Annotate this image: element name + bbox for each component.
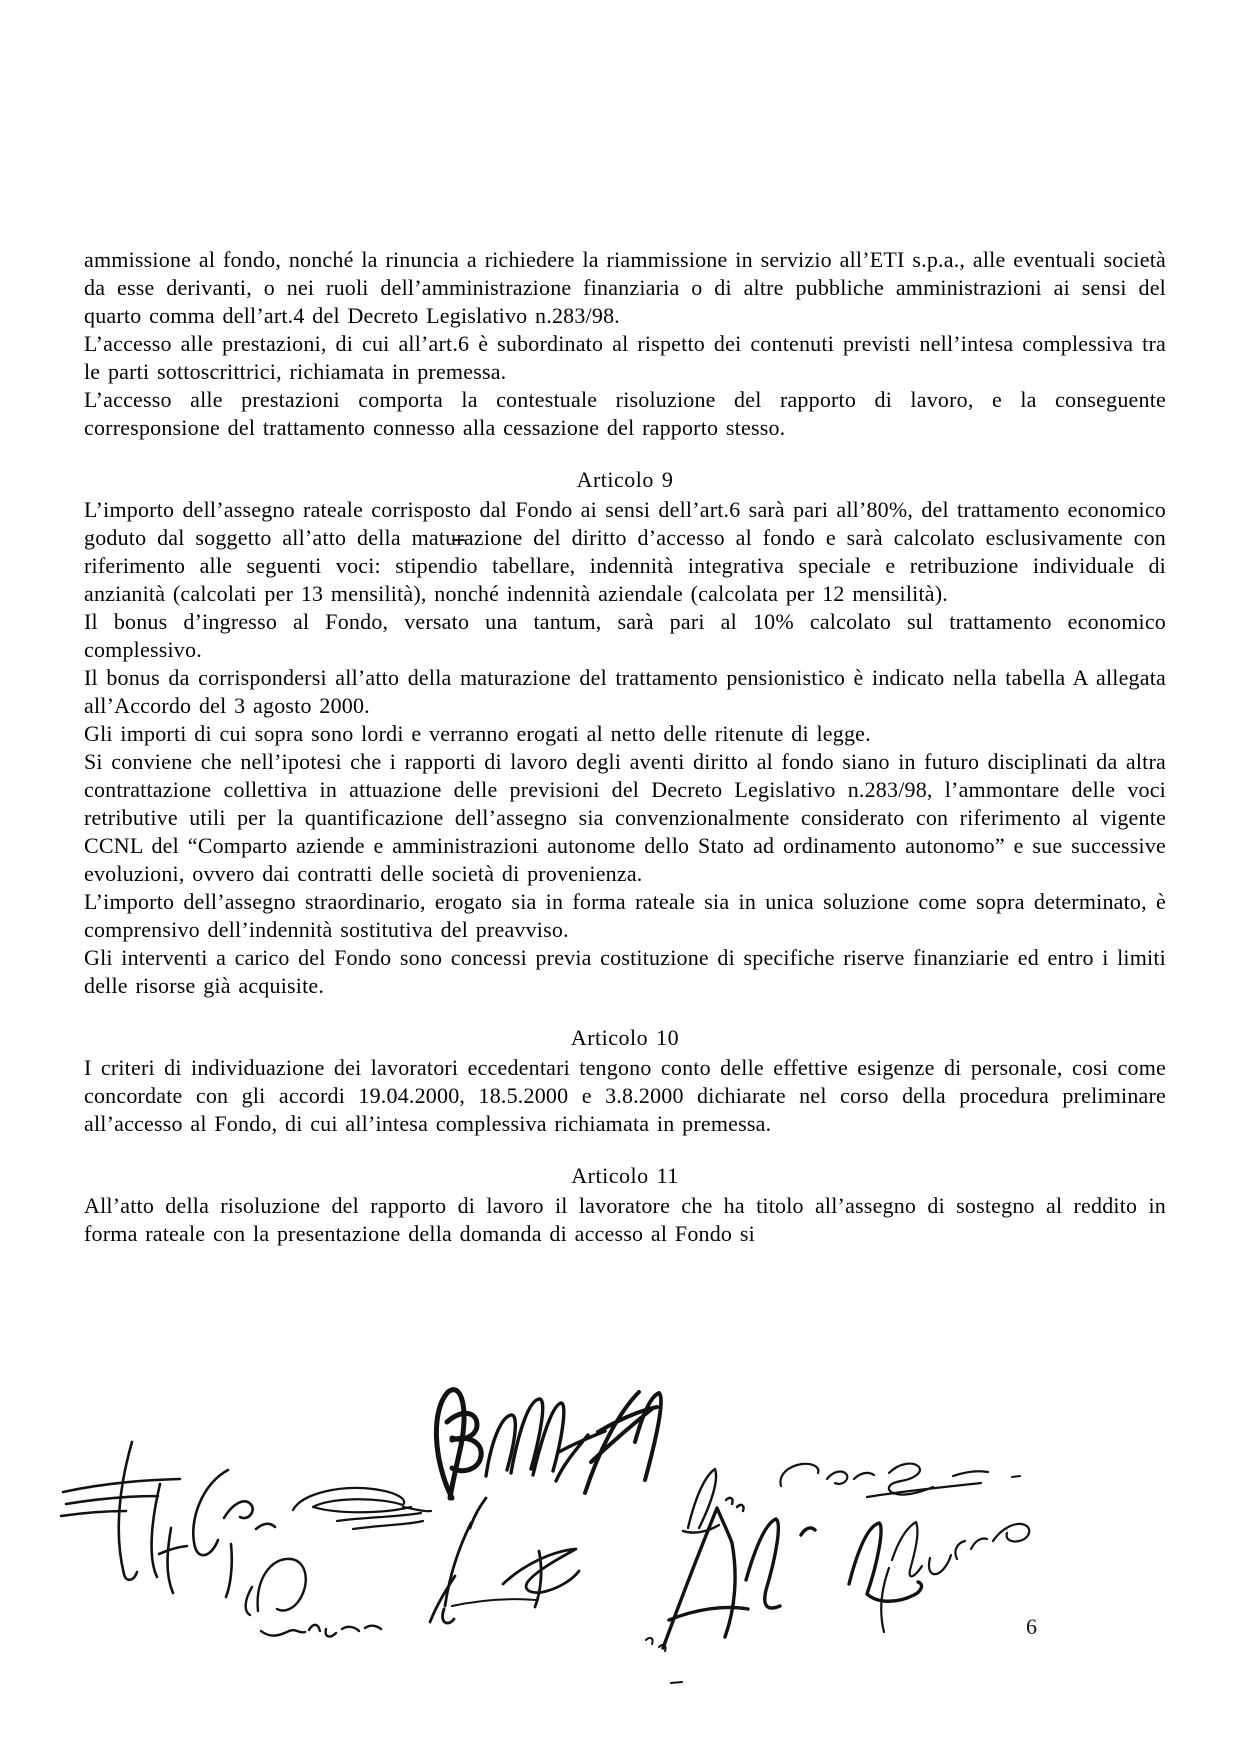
signature-scrawl-5b — [486, 1399, 605, 1481]
heading-articolo-10: Articolo 10 — [570, 1025, 680, 1050]
signature-stray-marks — [452, 1476, 1020, 1683]
heading-articolo-9: Articolo 9 — [576, 467, 674, 492]
signature-scrawl-5 — [436, 1390, 481, 1498]
page-number: 6 — [1026, 1614, 1037, 1639]
signature-scrawl-7 — [503, 1549, 579, 1607]
paragraph-bonus-corrispondersi: Il bonus da corrispondersi all’atto della maturazione del trattamento pensionistico è indicato nella tabella A allegata all’Accordo del 3 agosto 2000. — [84, 665, 1166, 718]
paragraph-interventi-fondo: Gli interventi a carico del Fondo sono concessi previa costituzione di specifiche riserve finanziarie ed entro i limiti delle risorse già acquisite. — [84, 945, 1166, 998]
paragraph-assegno-straordinario: L’importo dell’assegno straordinario, erogato sia in forma rateale sia in unica soluzione come sopra determinato, è comprensivo dell’indennità sostitutiva del preavviso. — [84, 889, 1166, 942]
signature-scrawl-3 — [293, 1488, 431, 1529]
signature-scrawl-6 — [430, 1498, 486, 1623]
signature-scrawl-11 — [663, 1508, 921, 1648]
signatures-area — [0, 1380, 1248, 1754]
paragraph-atto-risoluzione: All’atto della risoluzione del rapporto di lavoro il lavoratore che ha titolo all’assegno di sostegno al reddito in forma rateale con la presentazione della domanda di accesso al Fondo si — [84, 1193, 1166, 1246]
paragraph-bonus-ingresso: Il bonus d’ingresso al Fondo, versato una tantum, sarà pari al 10% calcolato sul trattamento economico complessivo. — [84, 609, 1166, 662]
signature-scrawl-4 — [246, 1559, 381, 1637]
document-body — [84, 246, 1166, 1248]
heading-articolo-11: Articolo 11 — [571, 1163, 679, 1188]
signature-scrawl-8 — [585, 1392, 661, 1493]
signature-scrawl-9 — [683, 1469, 744, 1533]
signature-scrawl-10 — [780, 1464, 988, 1497]
paragraph-si-conviene: Si conviene che nell’ipotesi che i rapporti di lavoro degli aventi diritto al fondo siano in futuro disciplinati da altra contrattazione collettiva in attuazione delle previsioni del Decreto Legislativo n.283/98, l’ammontare delle voci retributive utili per la quantificazione dell’assegno sia convenzionalmente considerato con riferimento al vigente CCNL del “Comparto aziende e amministrazioni autonome dello Stato ad ordinamento autonomo” e sue successive evoluzioni, ovvero dai contratti delle società di provenienza. — [84, 749, 1166, 886]
signature-scrawl-12 — [881, 1522, 1029, 1632]
signature-scrawl-2 — [193, 1470, 275, 1597]
paragraph-accesso-prestazioni: L’accesso alle prestazioni, di cui all’art.6 è subordinato al rispetto dei contenuti previsti nell’intesa complessiva tra le parti sottoscrittrici, richiamata in premessa. — [84, 331, 1166, 384]
paragraph-importi-lordi: Gli importi di cui sopra sono lordi e verranno erogati al netto delle ritenute di legge. — [84, 721, 871, 746]
paragraph-accesso-comporta: L’accesso alle prestazioni comporta la contestuale risoluzione del rapporto di lavoro, e la conseguente corresponsione del trattamento connesso alla cessazione del rapporto stesso. — [84, 387, 1166, 440]
signature-scrawl-1 — [61, 1442, 187, 1593]
paragraph-criteri-individuazione: I criteri di individuazione dei lavoratori eccedentari tengono conto delle effettive esigenze di personale, cosi come concordate con gli accordi 19.04.2000, 18.5.2000 e 3.8.2000 dichiarate nel corso della procedura preliminare all’accesso al Fondo, di cui all’intesa complessiva richiamata in premessa. — [84, 1055, 1166, 1136]
paragraph-continuation: ammissione al fondo, nonché la rinuncia a richiedere la riammissione in servizio all’ETI s.p.a., alle eventuali società da esse derivanti, o nei ruoli dell’amministrazione finanziaria o di altre pubbliche amministrazioni ai sensi del quarto comma dell’art.4 del Decreto Legislativo n.283/98. — [84, 247, 1166, 328]
paragraph-importo-assegno-rateale: L’importo dell’assegno rateale corrisposto dal Fondo ai sensi dell’art.6 sarà pari all’80%, del trattamento economico goduto dal soggetto all’atto della maturazione del diritto d’accesso al fondo e sarà calcolato esclusivamente con riferimento alle seguenti voci: stipendio tabellare, indennità integrativa speciale e retribuzione individuale di anzianità (calcolati per 13 mensilità), nonché indennità aziendale (calcolata per 12 mensilità). — [84, 497, 1166, 606]
